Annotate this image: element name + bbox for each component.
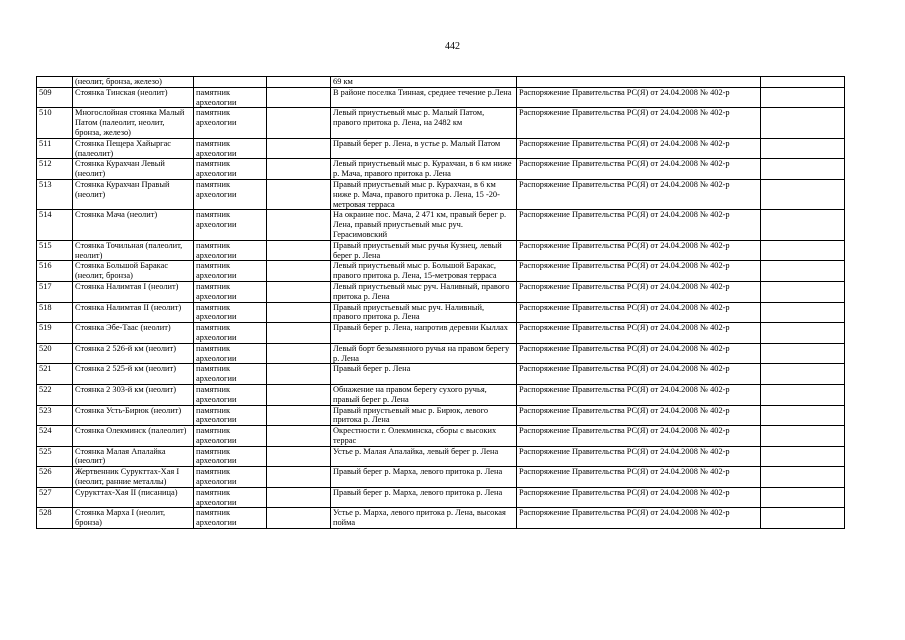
cell-empty — [267, 138, 331, 159]
cell-notes — [761, 467, 845, 488]
cell-empty — [267, 343, 331, 364]
table-row — [37, 281, 845, 302]
cell-type: памятник археологии — [194, 364, 267, 385]
cell-empty — [267, 405, 331, 426]
cell-type: памятник археологии — [194, 467, 267, 488]
cell-name: Стоянка Налимтая II (неолит) — [73, 302, 194, 323]
cell-document: Распоряжение Правительства РС(Я) от 24.04.2008 № 402-р — [517, 281, 761, 302]
cell-number: 511 — [37, 138, 73, 159]
cell-number: 509 — [37, 87, 73, 108]
cell-type: памятник археологии — [194, 302, 267, 323]
cell-type: памятник археологии — [194, 446, 267, 467]
cell-location: Устье р. Малая Апалайка, левый берег р. Лена — [331, 446, 517, 467]
cell-number: 519 — [37, 323, 73, 344]
cell-location: Окрестности г. Олекминска, сборы с высоких террас — [331, 426, 517, 447]
cell-empty — [267, 364, 331, 385]
cell-name: Сурукттах-Хая II (писаница) — [73, 487, 194, 508]
cell-name: Стоянка Усть-Бирюк (неолит) — [73, 405, 194, 426]
table-row — [37, 261, 845, 282]
cell-empty — [267, 281, 331, 302]
cell-type: памятник археологии — [194, 179, 267, 209]
table-row — [37, 405, 845, 426]
table-row — [37, 467, 845, 488]
cell-name: Стоянка 2 526-й км (неолит) — [73, 343, 194, 364]
cell-name: Стоянка Налимтая I (неолит) — [73, 281, 194, 302]
cell-name: Стоянка 2 525-й км (неолит) — [73, 364, 194, 385]
cell-document: Распоряжение Правительства РС(Я) от 24.04.2008 № 402-р — [517, 467, 761, 488]
cell-document: Распоряжение Правительства РС(Я) от 24.04.2008 № 402-р — [517, 487, 761, 508]
table-row — [37, 210, 845, 240]
cell-notes — [761, 261, 845, 282]
cell-number: 527 — [37, 487, 73, 508]
cell-notes — [761, 302, 845, 323]
table-row — [37, 302, 845, 323]
cell-name: Стоянка Большой Баракас (неолит, бронза) — [73, 261, 194, 282]
cell-empty — [267, 508, 331, 529]
cell-empty — [267, 210, 331, 240]
cell-document: Распоряжение Правительства РС(Я) от 24.04.2008 № 402-р — [517, 405, 761, 426]
cell-type: памятник археологии — [194, 384, 267, 405]
cell-location: Правый приустьевый мыс ручья Кузнец, левый берег р. Лена — [331, 240, 517, 261]
cell-empty — [267, 77, 331, 88]
monuments-table — [36, 76, 845, 529]
cell-location: В районе поселка Тинная, среднее течение р.Лена — [331, 87, 517, 108]
cell-location: Левый приустьевый мыс р. Большой Баракас, правого притока р. Лена, 15-метровая терраса — [331, 261, 517, 282]
table-row — [37, 343, 845, 364]
table-row — [37, 77, 845, 88]
cell-document: Распоряжение Правительства РС(Я) от 24.04.2008 № 402-р — [517, 261, 761, 282]
cell-location: 69 км — [331, 77, 517, 88]
cell-location: На окраине пос. Мача, 2 471 км, правый берег р. Лена, правый приустьевый мыс руч. Герасимовский — [331, 210, 517, 240]
cell-document: Распоряжение Правительства РС(Я) от 24.04.2008 № 402-р — [517, 426, 761, 447]
cell-document: Распоряжение Правительства РС(Я) от 24.04.2008 № 402-р — [517, 138, 761, 159]
cell-type: памятник археологии — [194, 210, 267, 240]
table-row — [37, 179, 845, 209]
cell-document: Распоряжение Правительства РС(Я) от 24.04.2008 № 402-р — [517, 384, 761, 405]
cell-type: памятник археологии — [194, 87, 267, 108]
cell-document: Распоряжение Правительства РС(Я) от 24.04.2008 № 402-р — [517, 302, 761, 323]
cell-location: Левый приустьевый мыс р. Курахчан, в 6 км ниже р. Мача, правого притока р. Лена — [331, 159, 517, 180]
cell-notes — [761, 108, 845, 138]
page-number: 442 — [445, 41, 460, 52]
cell-number: 525 — [37, 446, 73, 467]
table-row — [37, 384, 845, 405]
table-row — [37, 508, 845, 529]
cell-location: Правый берег р. Лена, в устье р. Малый Патом — [331, 138, 517, 159]
cell-empty — [267, 467, 331, 488]
cell-type: памятник археологии — [194, 108, 267, 138]
cell-name: Жертвенник Сурукттах-Хая I (неолит, ранние металлы) — [73, 467, 194, 488]
cell-type: памятник археологии — [194, 323, 267, 344]
cell-name: Стоянка Марха I (неолит, бронза) — [73, 508, 194, 529]
cell-location: Левый приустьевый мыс р. Малый Патом, правого притока р. Лена, на 2482 км — [331, 108, 517, 138]
cell-notes — [761, 384, 845, 405]
cell-document: Распоряжение Правительства РС(Я) от 24.04.2008 № 402-р — [517, 240, 761, 261]
cell-type: памятник археологии — [194, 343, 267, 364]
table-row — [37, 159, 845, 180]
cell-notes — [761, 508, 845, 529]
cell-notes — [761, 179, 845, 209]
cell-type: памятник археологии — [194, 508, 267, 529]
cell-number: 522 — [37, 384, 73, 405]
cell-type — [194, 77, 267, 88]
cell-number: 513 — [37, 179, 73, 209]
cell-type: памятник археологии — [194, 240, 267, 261]
cell-empty — [267, 384, 331, 405]
cell-empty — [267, 487, 331, 508]
cell-document — [517, 77, 761, 88]
cell-number: 521 — [37, 364, 73, 385]
table-row — [37, 138, 845, 159]
cell-location: Правый берег р. Лена, напротив деревни Кыллах — [331, 323, 517, 344]
cell-empty — [267, 240, 331, 261]
cell-notes — [761, 323, 845, 344]
table-body — [37, 77, 845, 529]
cell-empty — [267, 108, 331, 138]
cell-empty — [267, 179, 331, 209]
cell-type: памятник археологии — [194, 405, 267, 426]
cell-name: Стоянка Курахчан Левый (неолит) — [73, 159, 194, 180]
cell-type: памятник археологии — [194, 487, 267, 508]
cell-notes — [761, 343, 845, 364]
cell-number: 518 — [37, 302, 73, 323]
cell-document: Распоряжение Правительства РС(Я) от 24.04.2008 № 402-р — [517, 179, 761, 209]
cell-notes — [761, 138, 845, 159]
cell-notes — [761, 281, 845, 302]
cell-name: Многослойная стоянка Малый Патом (палеолит, неолит, бронза, железо) — [73, 108, 194, 138]
cell-location: Правый берег р. Марха, левого притока р. Лена — [331, 467, 517, 488]
cell-notes — [761, 487, 845, 508]
cell-notes — [761, 159, 845, 180]
cell-location: Устье р. Марха, левого притока р. Лена, высокая пойма — [331, 508, 517, 529]
cell-notes — [761, 405, 845, 426]
cell-number: 516 — [37, 261, 73, 282]
table-row — [37, 323, 845, 344]
cell-document: Распоряжение Правительства РС(Я) от 24.04.2008 № 402-р — [517, 446, 761, 467]
cell-document: Распоряжение Правительства РС(Я) от 24.04.2008 № 402-р — [517, 159, 761, 180]
cell-notes — [761, 446, 845, 467]
cell-number: 523 — [37, 405, 73, 426]
cell-name: Стоянка 2 303-й км (неолит) — [73, 384, 194, 405]
cell-location: Правый приустьевый мыс р. Курахчан, в 6 км ниже р. Мача, правого притока р. Лена, 15 -20-метровая терраса — [331, 179, 517, 209]
table-row — [37, 426, 845, 447]
cell-number: 517 — [37, 281, 73, 302]
table-row — [37, 487, 845, 508]
cell-location: Обнажение на правом берегу сухого ручья, правый берег р. Лена — [331, 384, 517, 405]
cell-number: 528 — [37, 508, 73, 529]
cell-name: (неолит, бронза, железо) — [73, 77, 194, 88]
cell-number: 524 — [37, 426, 73, 447]
cell-number: 526 — [37, 467, 73, 488]
table-row — [37, 108, 845, 138]
cell-notes — [761, 426, 845, 447]
cell-document: Распоряжение Правительства РС(Я) от 24.04.2008 № 402-р — [517, 508, 761, 529]
cell-empty — [267, 426, 331, 447]
cell-name: Стоянка Эбе-Таас (неолит) — [73, 323, 194, 344]
cell-location: Правый берег р. Марха, левого притока р. Лена — [331, 487, 517, 508]
cell-name: Стоянка Мача (неолит) — [73, 210, 194, 240]
cell-notes — [761, 240, 845, 261]
cell-number: 520 — [37, 343, 73, 364]
cell-type: памятник археологии — [194, 138, 267, 159]
cell-location: Правый приустьевый мыс руч. Наливный, правого притока р. Лена — [331, 302, 517, 323]
cell-location: Правый приустьевый мыс р. Бирюк, левого притока р. Лена — [331, 405, 517, 426]
cell-document: Распоряжение Правительства РС(Я) от 24.04.2008 № 402-р — [517, 108, 761, 138]
table-row — [37, 446, 845, 467]
cell-document: Распоряжение Правительства РС(Я) от 24.04.2008 № 402-р — [517, 323, 761, 344]
cell-type: памятник археологии — [194, 159, 267, 180]
cell-document: Распоряжение Правительства РС(Я) от 24.04.2008 № 402-р — [517, 87, 761, 108]
cell-number: 510 — [37, 108, 73, 138]
cell-notes — [761, 364, 845, 385]
cell-type: памятник археологии — [194, 426, 267, 447]
cell-empty — [267, 261, 331, 282]
cell-type: памятник археологии — [194, 281, 267, 302]
cell-empty — [267, 323, 331, 344]
table-row — [37, 364, 845, 385]
cell-number — [37, 77, 73, 88]
cell-notes — [761, 77, 845, 88]
cell-notes — [761, 210, 845, 240]
cell-number: 514 — [37, 210, 73, 240]
cell-number: 512 — [37, 159, 73, 180]
cell-document: Распоряжение Правительства РС(Я) от 24.04.2008 № 402-р — [517, 364, 761, 385]
cell-empty — [267, 159, 331, 180]
cell-document: Распоряжение Правительства РС(Я) от 24.04.2008 № 402-р — [517, 343, 761, 364]
cell-name: Стоянка Олекминск (палеолит) — [73, 426, 194, 447]
cell-location: Правый берег р. Лена — [331, 364, 517, 385]
cell-name: Стоянка Курахчан Правый (неолит) — [73, 179, 194, 209]
cell-name: Стоянка Малая Апалайка (неолит) — [73, 446, 194, 467]
cell-number: 515 — [37, 240, 73, 261]
cell-name: Стоянка Тинская (неолит) — [73, 87, 194, 108]
cell-empty — [267, 446, 331, 467]
cell-location: Левый борт безымянного ручья на правом берегу р. Лена — [331, 343, 517, 364]
cell-empty — [267, 302, 331, 323]
cell-empty — [267, 87, 331, 108]
table-row — [37, 240, 845, 261]
cell-name: Стоянка Точильная (палеолит, неолит) — [73, 240, 194, 261]
cell-name: Стоянка Пещера Хайыргас (палеолит) — [73, 138, 194, 159]
table-row — [37, 87, 845, 108]
cell-document: Распоряжение Правительства РС(Я) от 24.04.2008 № 402-р — [517, 210, 761, 240]
cell-location: Левый приустьевый мыс руч. Наливный, правого притока р. Лена — [331, 281, 517, 302]
cell-notes — [761, 87, 845, 108]
cell-type: памятник археологии — [194, 261, 267, 282]
